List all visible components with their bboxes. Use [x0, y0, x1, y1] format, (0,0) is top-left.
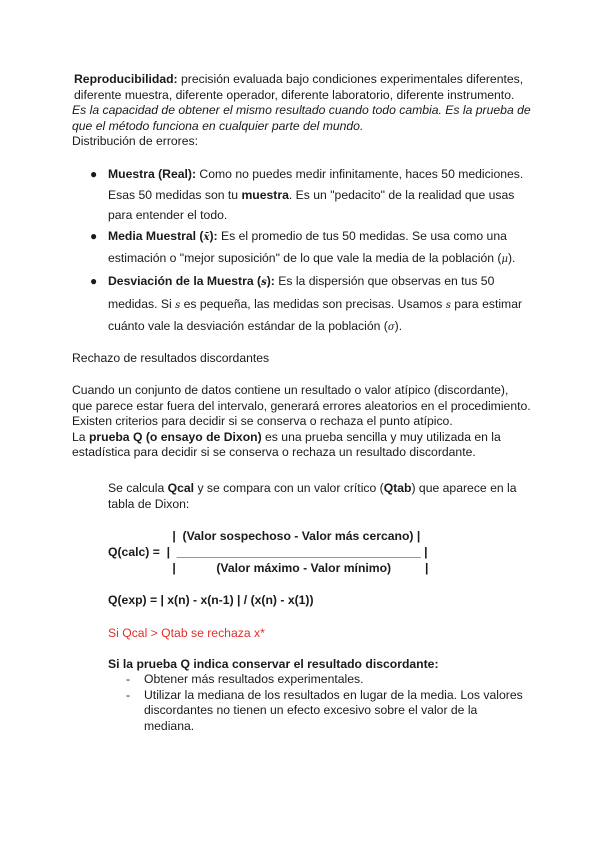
dixon-formula: [108, 528, 528, 576]
list-item: [108, 672, 528, 688]
media-text-2: ).: [507, 251, 516, 266]
list-item-media-muestral: [72, 226, 532, 271]
conservar-item-text: Obtener más resultados experimentales.: [144, 672, 364, 686]
muestra-bold-inline: muestra: [241, 187, 289, 202]
rechazo-paragraph-2: Existen criterios para decidir si se conserva o rechaza el punto atípico.: [72, 414, 453, 428]
s-symbol: s: [175, 299, 181, 311]
desviacion-text-2: es pequeña, las medidas son precisas. Usamos: [180, 296, 446, 311]
calculo-c: ) que aparece en la tabla de Dixon:: [108, 481, 517, 511]
reproducibilidad-italic-note: Es la capacidad de obtener el mismo resultado cuando todo cambia. Es la prueba de que el método funciona en cualquier parte del mundo.: [72, 103, 531, 133]
formula-denominator: | (Valor máximo - Valor mínimo) |: [108, 561, 429, 575]
qcal-term: Qcal: [167, 481, 195, 495]
qtab-term: Qtab: [383, 481, 412, 495]
desviacion-text-4: ).: [394, 319, 403, 334]
desviacion-term-a: Desviación de la Muestra (: [108, 273, 262, 288]
mu-symbol: μ: [501, 254, 508, 266]
media-symbol: x̄: [203, 231, 210, 243]
muestra-text-1: Como no puedes medir infinitamente, haces 50 mediciones. Esas 50 medidas son tu: [108, 167, 524, 202]
bullet-icon: ●: [90, 273, 98, 288]
s-symbol: s: [445, 299, 451, 311]
bullet-icon: ●: [90, 228, 98, 243]
s-symbol: s: [261, 276, 267, 288]
media-text-1: Es el promedio de tus 50 medidas. Se usa como una estimación o "mejor suposición" de lo que vale la media de la población (: [108, 228, 507, 266]
rechazo-p3-a: La: [72, 429, 89, 444]
formula-fraction-line: Q(calc) = | ____________________________________ |: [108, 545, 428, 559]
conservar-heading: Si la prueba Q indica conservar el resultado discordante:: [108, 657, 439, 671]
media-term: [108, 229, 218, 243]
calculo-a: Se calcula: [108, 481, 168, 495]
reproducibilidad-term: Reproducibilidad:: [74, 72, 178, 86]
desviacion-text-1: Es la dispersión que observas en tus 50 medidas. Si: [108, 273, 495, 311]
muestra-term: Muestra (Real):: [108, 167, 197, 181]
sigma-symbol: σ: [387, 322, 395, 334]
qexp-formula: Q(exp) = | x(n) - x(n-1) | / (x(n) - x(1)): [108, 593, 314, 607]
list-item-muestra: [72, 164, 532, 226]
reproducibilidad-paragraph: [72, 72, 532, 103]
desviacion-term: [108, 274, 275, 288]
reproducibilidad-definition: precisión evaluada bajo condiciones experimentales diferentes, diferente muestra, diferente operador, diferente laboratorio, diferente instrumento.: [74, 72, 524, 102]
rechazo-section: [72, 383, 532, 461]
prueba-q-term: prueba Q (o ensayo de Dixon): [88, 429, 262, 444]
list-item-desviacion: [72, 271, 532, 339]
media-term-b: ):: [209, 228, 218, 243]
error-distribution-list: [72, 164, 532, 339]
dash-marker: -: [126, 672, 131, 686]
desviacion-term-b: ):: [266, 273, 275, 288]
muestra-text-2: . Es un "pedacito" de la realidad que usas para entender el todo.: [108, 187, 515, 223]
rejection-rule: Si Qcal > Qtab se rechaza x*: [108, 626, 265, 640]
list-item: [108, 688, 528, 735]
reproducibilidad-section: [72, 72, 532, 150]
dash-marker: -: [126, 687, 131, 702]
calculo-b: y se compara con un valor crítico (: [194, 481, 384, 495]
conservar-item-text: Utilizar la mediana de los resultados en lugar de la media. Los valores discordantes no tienen un efecto excesivo sobre el valor de la mediana.: [144, 687, 523, 733]
rechazo-paragraph-3: [72, 430, 532, 461]
rechazo-heading: Rechazo de resultados discordantes: [72, 351, 270, 365]
media-term-a: Media Muestral (: [108, 228, 204, 243]
calculo-paragraph: [108, 481, 528, 512]
rechazo-paragraph-1: Cuando un conjunto de datos contiene un resultado o valor atípico (discordante), que parece estar fuera del intervalo, generará errores aleatorios en el procedimiento.: [72, 383, 531, 413]
rechazo-p3-b: es una prueba sencilla y muy utilizada en la estadística para decidir si se conserva o rechaza un resultado discordante.: [72, 429, 501, 459]
conservar-list: [108, 672, 528, 734]
distribucion-label: Distribución de errores:: [72, 134, 198, 148]
desviacion-text-3: para estimar cuánto vale la desviación estándar de la población (: [108, 296, 523, 334]
formula-numerator: | (Valor sospechoso - Valor más cercano) |: [108, 529, 421, 543]
bullet-icon: ●: [90, 167, 98, 181]
